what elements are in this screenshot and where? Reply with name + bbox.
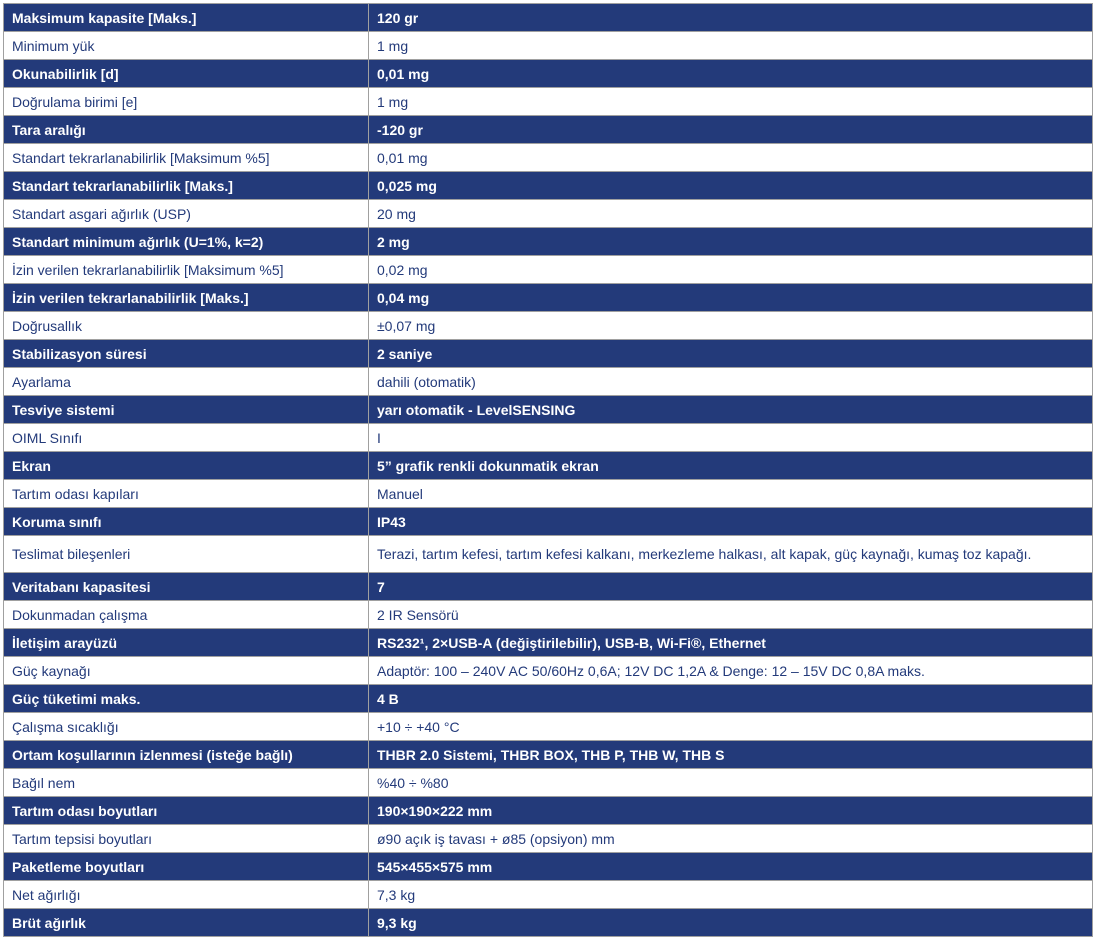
spec-value: 2 saniye	[369, 340, 1093, 368]
spec-row	[4, 396, 1093, 424]
spec-label: Okunabilirlik [d]	[4, 60, 369, 88]
spec-label: Standart minimum ağırlık (U=1%, k=2)	[4, 228, 369, 256]
spec-label: Ekran	[4, 452, 369, 480]
spec-value: ±0,07 mg	[369, 312, 1093, 340]
spec-row	[4, 200, 1093, 228]
spec-row	[4, 508, 1093, 536]
spec-value: 0,025 mg	[369, 172, 1093, 200]
spec-value: 9,3 kg	[369, 909, 1093, 937]
spec-row	[4, 4, 1093, 32]
spec-row	[4, 144, 1093, 172]
spec-row	[4, 32, 1093, 60]
spec-value: Manuel	[369, 480, 1093, 508]
spec-label: Ortam koşullarının izlenmesi (isteğe bağlı)	[4, 741, 369, 769]
spec-value: yarı otomatik - LevelSENSING	[369, 396, 1093, 424]
spec-value: IP43	[369, 508, 1093, 536]
spec-row	[4, 60, 1093, 88]
spec-row	[4, 368, 1093, 396]
spec-value: RS232¹, 2×USB-A (değiştirilebilir), USB-B, Wi-Fi®, Ethernet	[369, 629, 1093, 657]
spec-row	[4, 881, 1093, 909]
spec-row	[4, 480, 1093, 508]
spec-value: 0,01 mg	[369, 144, 1093, 172]
spec-row	[4, 228, 1093, 256]
spec-label: Standart asgari ağırlık (USP)	[4, 200, 369, 228]
spec-row	[4, 769, 1093, 797]
spec-value: 1 mg	[369, 88, 1093, 116]
spec-label: İletişim arayüzü	[4, 629, 369, 657]
spec-row	[4, 685, 1093, 713]
spec-row	[4, 797, 1093, 825]
spec-row	[4, 825, 1093, 853]
spec-label: Güç tüketimi maks.	[4, 685, 369, 713]
spec-value: THBR 2.0 Sistemi, THBR BOX, THB P, THB W, THB S	[369, 741, 1093, 769]
spec-label: Tesviye sistemi	[4, 396, 369, 424]
spec-value: 2 mg	[369, 228, 1093, 256]
spec-row	[4, 256, 1093, 284]
spec-label: Veritabanı kapasitesi	[4, 573, 369, 601]
spec-row	[4, 573, 1093, 601]
spec-value: 1 mg	[369, 32, 1093, 60]
spec-label: Tara aralığı	[4, 116, 369, 144]
spec-value: 120 gr	[369, 4, 1093, 32]
spec-row	[4, 452, 1093, 480]
spec-value: 0,01 mg	[369, 60, 1093, 88]
spec-value: ø90 açık iş tavası + ø85 (opsiyon) mm	[369, 825, 1093, 853]
spec-row	[4, 284, 1093, 312]
spec-row	[4, 657, 1093, 685]
spec-value: 0,02 mg	[369, 256, 1093, 284]
spec-label: Tartım tepsisi boyutları	[4, 825, 369, 853]
spec-row	[4, 116, 1093, 144]
spec-value: 20 mg	[369, 200, 1093, 228]
spec-label: Doğrusallık	[4, 312, 369, 340]
spec-label: Net ağırlığı	[4, 881, 369, 909]
spec-row	[4, 741, 1093, 769]
spec-row	[4, 536, 1093, 573]
spec-row	[4, 172, 1093, 200]
spec-label: İzin verilen tekrarlanabilirlik [Maksimum %5]	[4, 256, 369, 284]
spec-row	[4, 713, 1093, 741]
spec-row	[4, 424, 1093, 452]
spec-label: Tartım odası boyutları	[4, 797, 369, 825]
spec-value: %40 ÷ %80	[369, 769, 1093, 797]
spec-value: 2 IR Sensörü	[369, 601, 1093, 629]
spec-value: dahili (otomatik)	[369, 368, 1093, 396]
spec-value: 7	[369, 573, 1093, 601]
spec-row	[4, 629, 1093, 657]
spec-label: Maksimum kapasite [Maks.]	[4, 4, 369, 32]
spec-value: 545×455×575 mm	[369, 853, 1093, 881]
spec-row	[4, 340, 1093, 368]
spec-value: Terazi, tartım kefesi, tartım kefesi kalkanı, merkezleme halkası, alt kapak, güç kaynağı, kumaş toz kapağı.	[369, 536, 1093, 573]
spec-value: Adaptör: 100 – 240V AC 50/60Hz 0,6A; 12V DC 1,2A & Denge: 12 – 15V DC 0,8A maks.	[369, 657, 1093, 685]
spec-label: Ayarlama	[4, 368, 369, 396]
spec-row	[4, 312, 1093, 340]
specifications-table	[3, 3, 1093, 937]
specifications-body	[4, 4, 1093, 937]
spec-label: OIML Sınıfı	[4, 424, 369, 452]
spec-label: Koruma sınıfı	[4, 508, 369, 536]
spec-value: 5” grafik renkli dokunmatik ekran	[369, 452, 1093, 480]
spec-value: 190×190×222 mm	[369, 797, 1093, 825]
spec-value: 4 B	[369, 685, 1093, 713]
spec-label: Standart tekrarlanabilirlik [Maksimum %5]	[4, 144, 369, 172]
spec-label: Minimum yük	[4, 32, 369, 60]
spec-row	[4, 601, 1093, 629]
spec-label: Paketleme boyutları	[4, 853, 369, 881]
spec-row	[4, 88, 1093, 116]
spec-value: -120 gr	[369, 116, 1093, 144]
spec-label: İzin verilen tekrarlanabilirlik [Maks.]	[4, 284, 369, 312]
spec-row	[4, 853, 1093, 881]
spec-label: Güç kaynağı	[4, 657, 369, 685]
spec-label: Tartım odası kapıları	[4, 480, 369, 508]
spec-label: Brüt ağırlık	[4, 909, 369, 937]
spec-value: 0,04 mg	[369, 284, 1093, 312]
spec-label: Dokunmadan çalışma	[4, 601, 369, 629]
spec-label: Bağıl nem	[4, 769, 369, 797]
spec-value: I	[369, 424, 1093, 452]
spec-label: Standart tekrarlanabilirlik [Maks.]	[4, 172, 369, 200]
spec-value: 7,3 kg	[369, 881, 1093, 909]
spec-value: +10 ÷ +40 °C	[369, 713, 1093, 741]
spec-label: Doğrulama birimi [e]	[4, 88, 369, 116]
spec-label: Çalışma sıcaklığı	[4, 713, 369, 741]
spec-label: Teslimat bileşenleri	[4, 536, 369, 573]
spec-row	[4, 909, 1093, 937]
spec-label: Stabilizasyon süresi	[4, 340, 369, 368]
